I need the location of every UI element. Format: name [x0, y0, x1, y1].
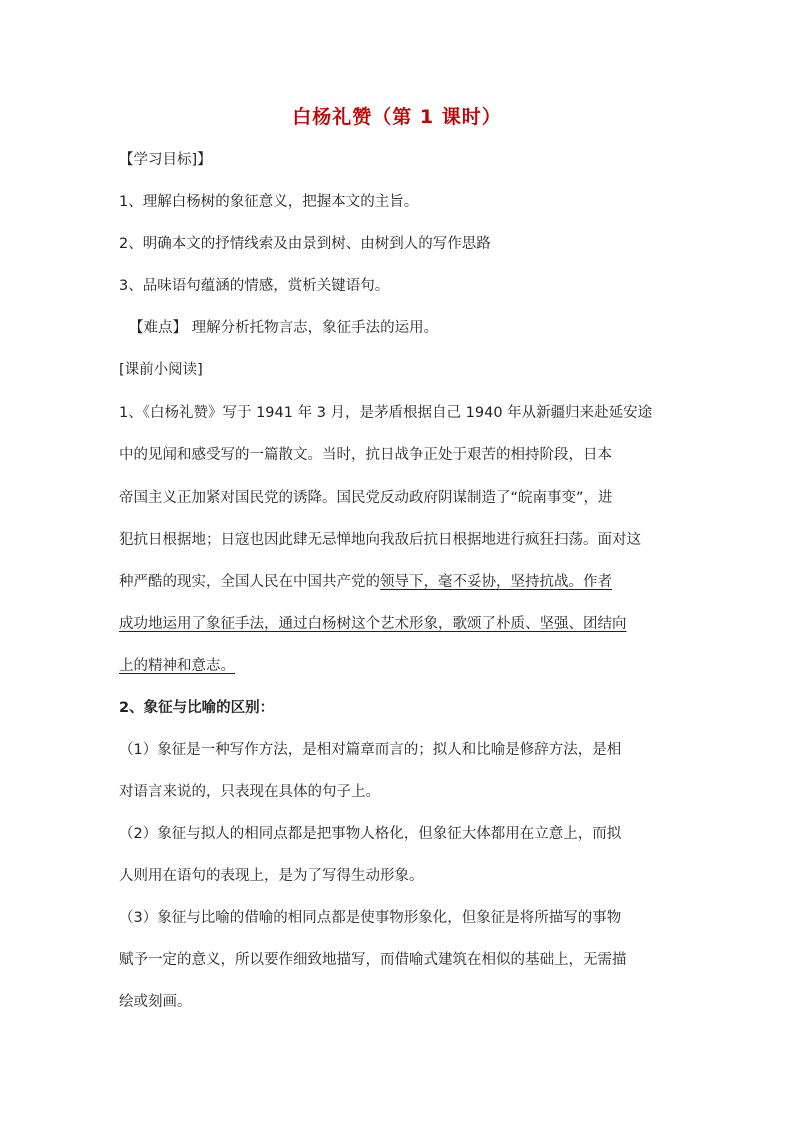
- objective-1: 1、理解白杨树的象征意义，把握本文的主旨。: [119, 194, 419, 210]
- section-2-item-1-line-2: 对语言来说的，只表现在具体的句子上。: [119, 784, 380, 800]
- difficulty-label: 【难点】: [129, 320, 187, 336]
- paragraph-1-line-5-underlined: 领导下，毫不妥协，坚持抗战。作者: [380, 574, 612, 590]
- section-2-item-3-line-1: （3）象征与比喻的借喻的相同点都是使事物形象化，但象征是将所描写的事物: [119, 910, 622, 926]
- objective-2: 2、明确本文的抒情线索及由景到树、由树到人的写作思路: [119, 236, 491, 252]
- objective-3: 3、品味语句蕴涵的情感，赏析关键语句。: [119, 278, 390, 294]
- paragraph-1-line-7: 上的精神和意志。: [119, 658, 235, 674]
- objectives-heading: 【学习目标]】: [119, 152, 212, 168]
- paragraph-1-line-5-plain: 种严酷的现实，全国人民在中国共产党的: [119, 574, 380, 590]
- section-2-item-2-line-1: （2）象征与拟人的相同点都是把事物人格化，但象征大体都用在立意上，而拟: [119, 826, 622, 842]
- paragraph-1-line-5: [119, 572, 679, 592]
- section-2-heading: 2、象征与比喻的区别：: [119, 700, 275, 716]
- paragraph-1-line-6: 成功地运用了象征手法，通过白杨树这个艺术形象，歌颂了朴质、坚强、团结向: [119, 616, 627, 632]
- difficulty-text: 理解分析托物言志，象征手法的运用。: [187, 320, 439, 336]
- paragraph-1-line-4: 犯抗日根据地；日寇也因此肆无忌惮地向我敌后抗日根据地进行疯狂扫荡。面对这: [119, 532, 641, 548]
- paragraph-1-line-1: 1、《白杨礼赞》写于 1941 年 3 月，是茅盾根据自己 1940 年从新疆归来赴延安途: [119, 405, 653, 421]
- section-2-item-3-line-3: 绘或刻画。: [119, 994, 192, 1010]
- preread-heading: [课前小阅读]: [119, 362, 203, 378]
- section-2-item-3-line-2: 赋予一定的意义，所以要作细致地描写，而借喻式建筑在相似的基础上，无需描: [119, 952, 627, 968]
- document-title: 白杨礼赞（第 1 课时）: [292, 106, 502, 128]
- difficulty-line: [129, 318, 689, 338]
- paragraph-1-line-3: 帝国主义正加紧对国民党的诱降。国民党反动政府阴谋制造了“皖南事变”，进: [119, 490, 613, 506]
- section-2-item-1-line-1: （1）象征是一种写作方法，是相对篇章而言的；拟人和比喻是修辞方法，是相: [119, 742, 622, 758]
- section-2-item-2-line-2: 人则用在语句的表现上，是为了写得生动形象。: [119, 868, 424, 884]
- paragraph-1-line-2: 中的见闻和感受写的一篇散文。当时，抗日战争正处于艰苦的相持阶段，日本: [119, 447, 612, 463]
